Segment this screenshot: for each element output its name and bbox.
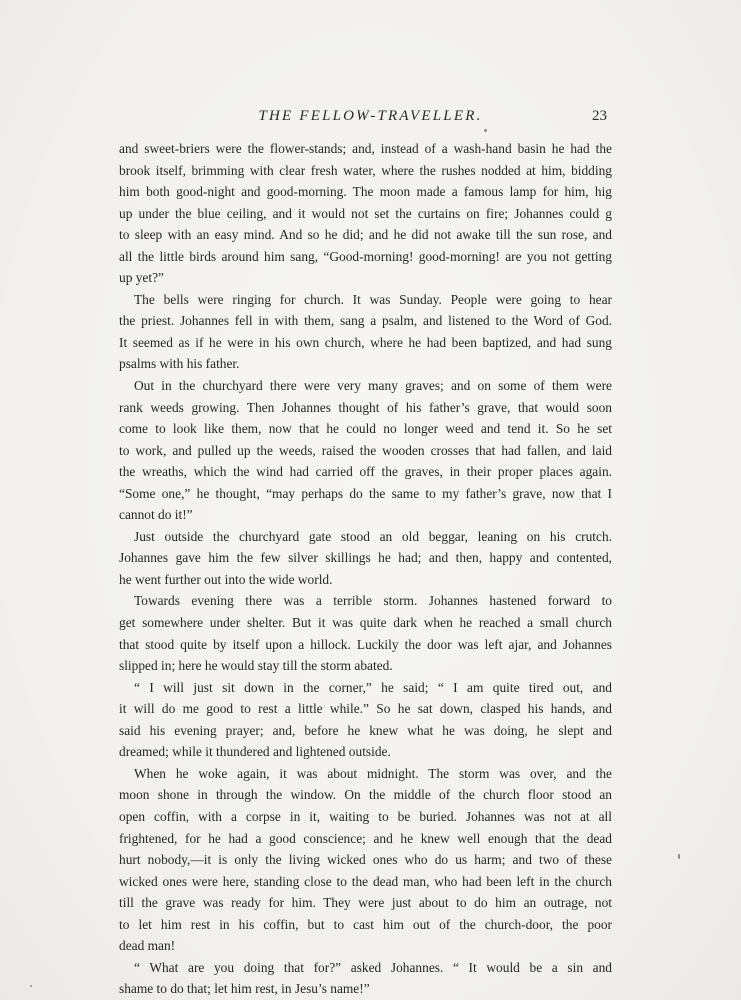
- text-line: get somewhere under shelter. But it was quite dark when he reached a small church: [119, 615, 612, 631]
- text-line: wicked ones were here, standing close to the dead man, who had been left in the church: [119, 873, 612, 889]
- text-line: slipped in; here he would stay till the storm abated.: [119, 658, 393, 674]
- ink-speck: [484, 129, 487, 132]
- text-line: that stood quite by itself upon a hillock. Luckily the door was left ajar, and Johannes: [119, 636, 612, 652]
- text-line: to let him rest in his coffin, but to cast him out of the church-door, the poor: [119, 916, 612, 932]
- text-line: he went further out into the wide world.: [119, 571, 333, 587]
- text-line: all the little birds around him sang, “Good-morning! good-morning! are you not getting: [119, 248, 612, 264]
- text-line: open coffin, with a corpse in it, waiting to be buried. Johannes was not at all: [119, 808, 612, 824]
- text-line: “Some one,” he thought, “may perhaps do the same to my father’s grave, now that I: [119, 485, 612, 501]
- text-line: and sweet-briers were the flower-stands; and, instead of a wash-hand basin he had the: [119, 141, 612, 156]
- ink-speck: [30, 985, 32, 987]
- text-line: frightened, for he had a good conscience; and he knew well enough that the dead: [119, 830, 612, 846]
- running-head: [0, 108, 741, 130]
- text-line: him both good-night and good-morning. The moon made a famous lamp for him, hig: [119, 184, 612, 200]
- text-line: to work, and pulled up the weeds, raised the wooden crosses that had fallen, and laid: [119, 442, 612, 458]
- page-number: 23: [592, 108, 607, 124]
- text-line: the wreaths, which the wind had carried off the graves, in their proper places again.: [119, 464, 612, 480]
- text-line: When he woke again, it was about midnight. The storm was over, and the: [134, 765, 612, 781]
- text-line: up under the blue ceiling, and it would not set the curtains on fire; Johannes could g: [119, 205, 612, 221]
- text-line: the priest. Johannes fell in with them, sang a psalm, and listened to the Word of God.: [119, 313, 612, 329]
- text-line: dreamed; while it thundered and lightened outside.: [119, 744, 391, 760]
- text-line: dead man!: [119, 938, 176, 954]
- text-line: hurt nobody,—it is only the living wicked ones who do us harm; and two of these: [119, 852, 612, 868]
- text-line: it will do me good to rest a little while.” So he sat down, clasped his hands, and: [119, 701, 612, 717]
- text-line: Just outside the churchyard gate stood an old beggar, leaning on his crutch.: [134, 528, 612, 544]
- text-line: till the grave was ready for him. They were just about to do him an outrage, not: [119, 895, 612, 911]
- text-line: said his evening prayer; and, before he knew what he was doing, he slept and: [119, 722, 612, 738]
- ink-speck: [678, 854, 680, 859]
- text-line: to sleep with an easy mind. And so he did; and he did not awake till the sun rose, and: [119, 227, 612, 243]
- text-line: The bells were ringing for church. It was Sunday. People were going to hear: [134, 291, 612, 307]
- text-line: Johannes gave him the few silver skillings he had; and then, happy and contented,: [119, 550, 612, 566]
- text-line: Towards evening there was a terrible storm. Johannes hastened forward to: [134, 593, 612, 609]
- text-line: moon shone in through the window. On the middle of the church floor stood an: [119, 787, 612, 803]
- text-line: shame to do that; let him rest, in Jesu’s name!”: [119, 981, 370, 997]
- text-line: cannot do it!”: [119, 507, 193, 523]
- text-line: “ What are you doing that for?” asked Johannes. “ It would be a sin and: [134, 959, 612, 975]
- body-text: [119, 138, 612, 1000]
- running-title: THE FELLOW-TRAVELLER.: [258, 108, 483, 124]
- text-line: psalms with his father.: [119, 356, 240, 372]
- text-line: up yet?”: [119, 270, 164, 286]
- text-line: “ I will just sit down in the corner,” he said; “ I am quite tired out, and: [134, 679, 612, 695]
- text-line: It seemed as if he were in his own church, where he had been baptized, and had sung: [119, 334, 612, 350]
- text-line: brook itself, brimming with clear fresh water, where the rushes nodded at him, bidding: [119, 162, 612, 178]
- text-line: rank weeds growing. Then Johannes thought of his father’s grave, that would soon: [119, 399, 612, 415]
- text-line: come to look like them, now that he could no longer weed and tend it. So he set: [119, 421, 612, 437]
- text-line: Out in the churchyard there were very many graves; and on some of them were: [134, 378, 612, 394]
